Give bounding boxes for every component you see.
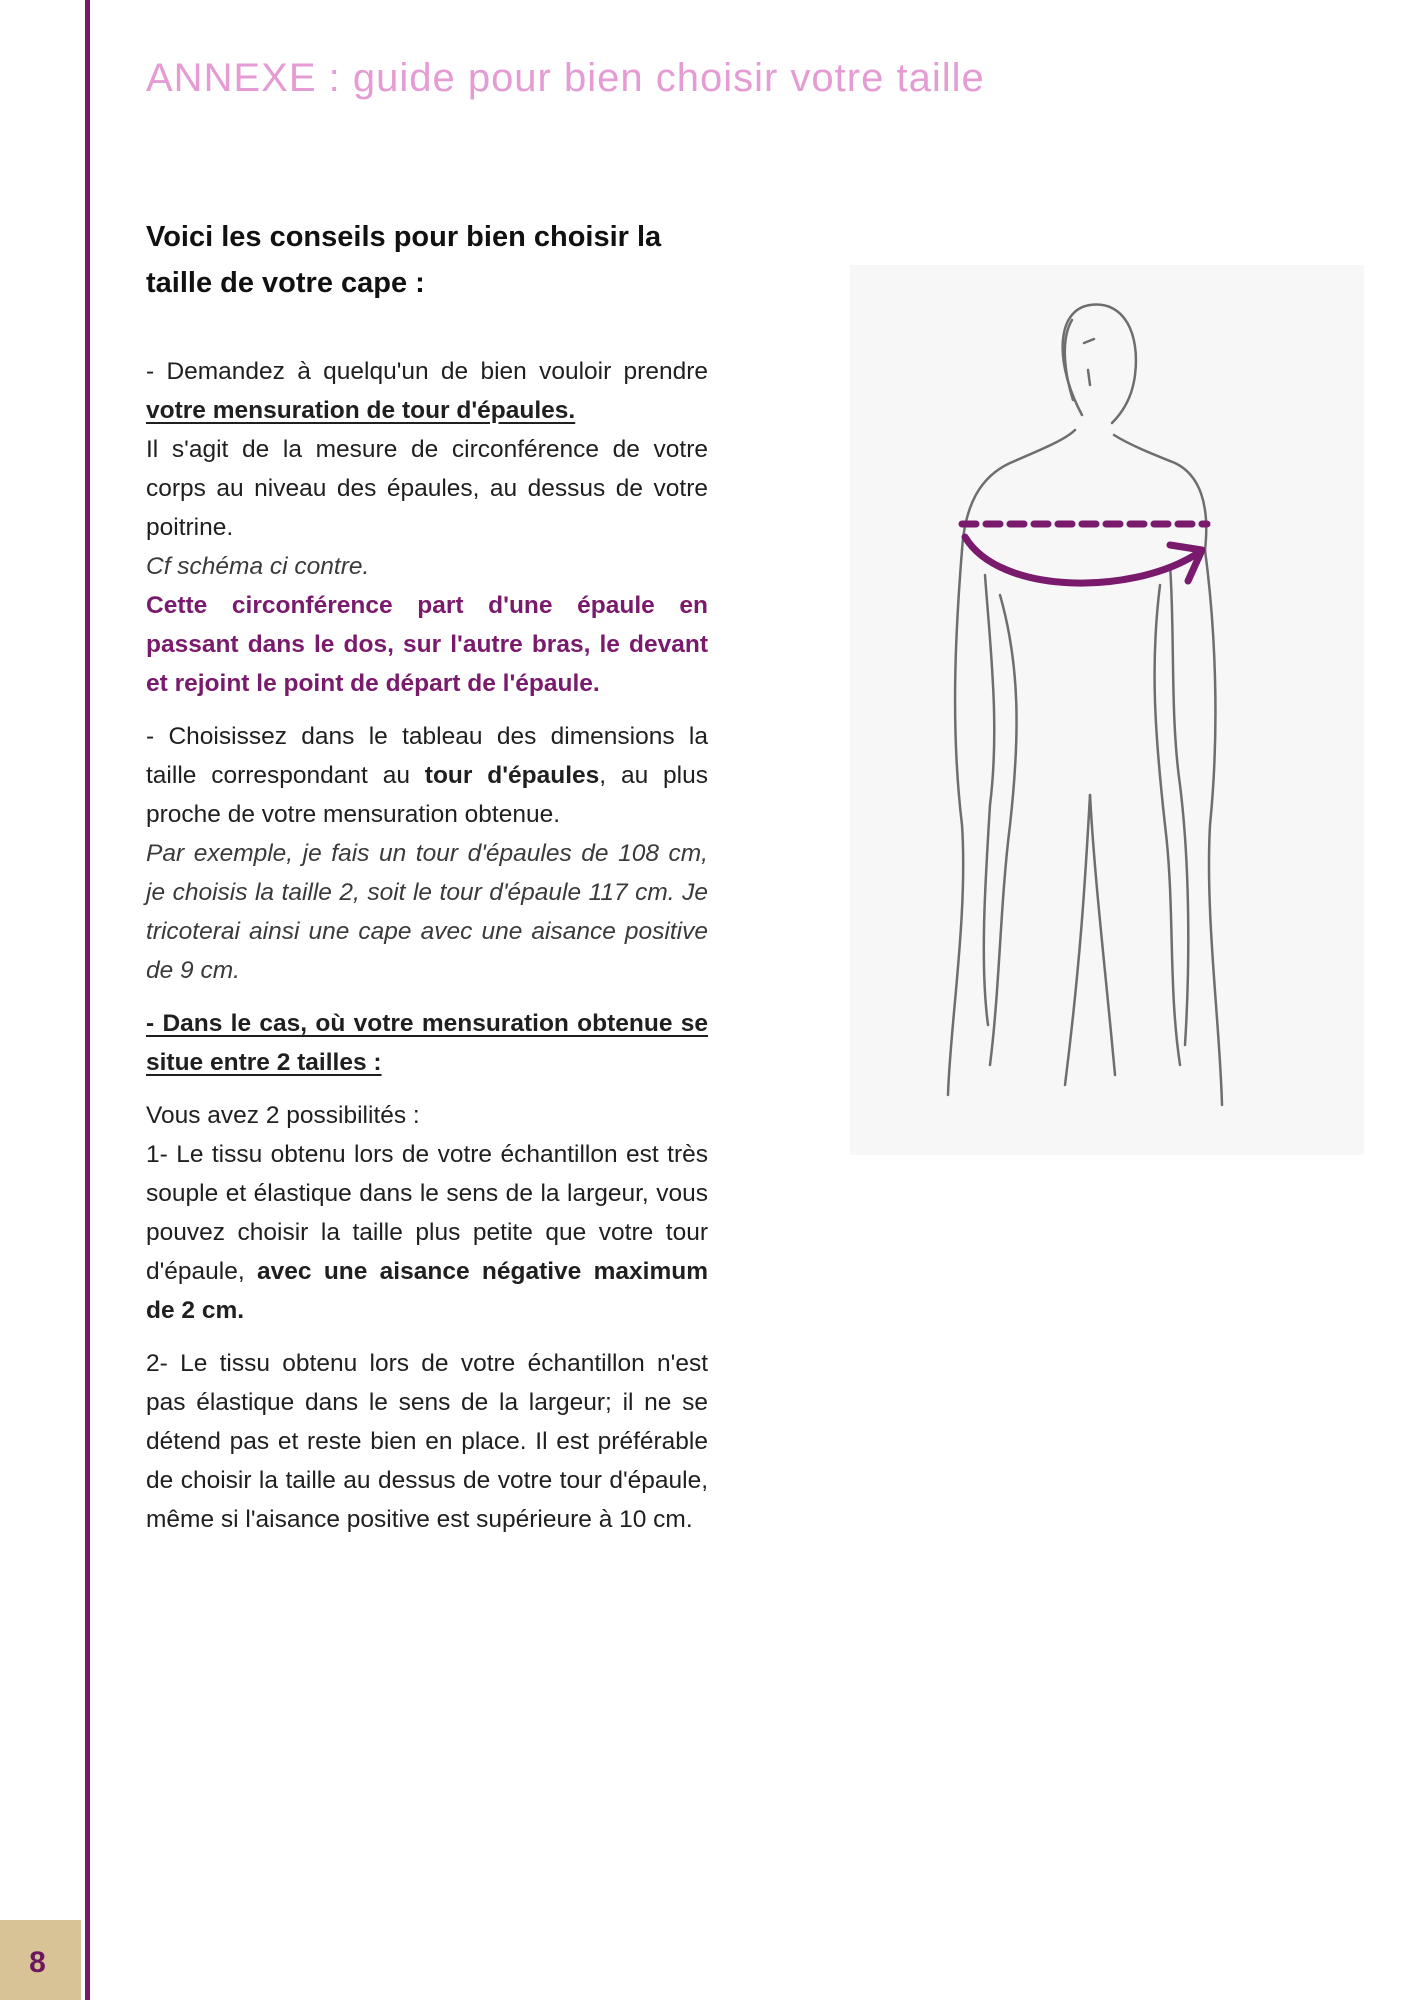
circumference-note: Cette circonférence part d'une épaule en passant dans le dos, sur l'autre bras, le devant et rejoint le point de départ de l'épaule. — [146, 592, 708, 697]
between-sizes-heading: - Dans le cas, où votre mensuration obtenue se situe entre 2 tailles : — [146, 1010, 708, 1076]
step2-paragraph — [146, 717, 708, 834]
page-title: ANNEXE : guide pour bien choisir votre taille — [146, 56, 985, 100]
step2-part2: , au plus proche de votre mensuration obtenue. — [146, 762, 708, 828]
step1-explanation: Il s'agit de la mesure de circonférence de votre corps au niveau des épaules, au dessus de votre poitrine. — [146, 436, 708, 541]
step1-prefix: - Demandez à quelqu'un de bien vouloir prendre — [146, 358, 708, 385]
margin-rule — [85, 0, 90, 2000]
option1-text: 1- Le tissu obtenu lors de votre échantillon est très souple et élastique dans le sens de la largeur, vous pouvez choisir la taille plus petite que votre tour d'épaule, — [146, 1141, 708, 1285]
measure-term: votre mensuration de tour d'épaules. — [146, 397, 576, 424]
schema-reference: Cf schéma ci contre. — [146, 553, 370, 580]
option1 — [146, 1135, 708, 1330]
step2-part1: - Choisissez dans le tableau des dimensions la taille correspondant au — [146, 723, 708, 789]
section-heading: Voici les conseils pour bien choisir la taille de votre cape : — [146, 221, 662, 299]
option1-bold: avec une aisance négative maximum de 2 cm. — [146, 1258, 708, 1324]
option2: 2- Le tissu obtenu lors de votre échantillon n'est pas élastique dans le sens de la largeur; il ne se détend pas et reste bien en place. Il est préférable de choisir la taille au dessus de votre tour d'épaule, même si l'aisance positive est supérieure à 10 cm. — [146, 1350, 708, 1533]
sketch-svg — [850, 265, 1364, 1155]
body-text — [146, 352, 708, 1539]
step1-paragraph — [146, 352, 708, 430]
page-number: 8 — [29, 1946, 46, 1979]
example-text: Par exemple, je fais un tour d'épaules de 108 cm, je choisis la taille 2, soit le tour d'épaule 117 cm. Je tricoterai ainsi une cape avec une aisance positive de 9 cm. — [146, 840, 708, 984]
step2-bold: tour d'épaules — [424, 762, 600, 789]
body-measurement-sketch — [850, 265, 1364, 1155]
possibilities-intro: Vous avez 2 possibilités : — [146, 1102, 420, 1129]
